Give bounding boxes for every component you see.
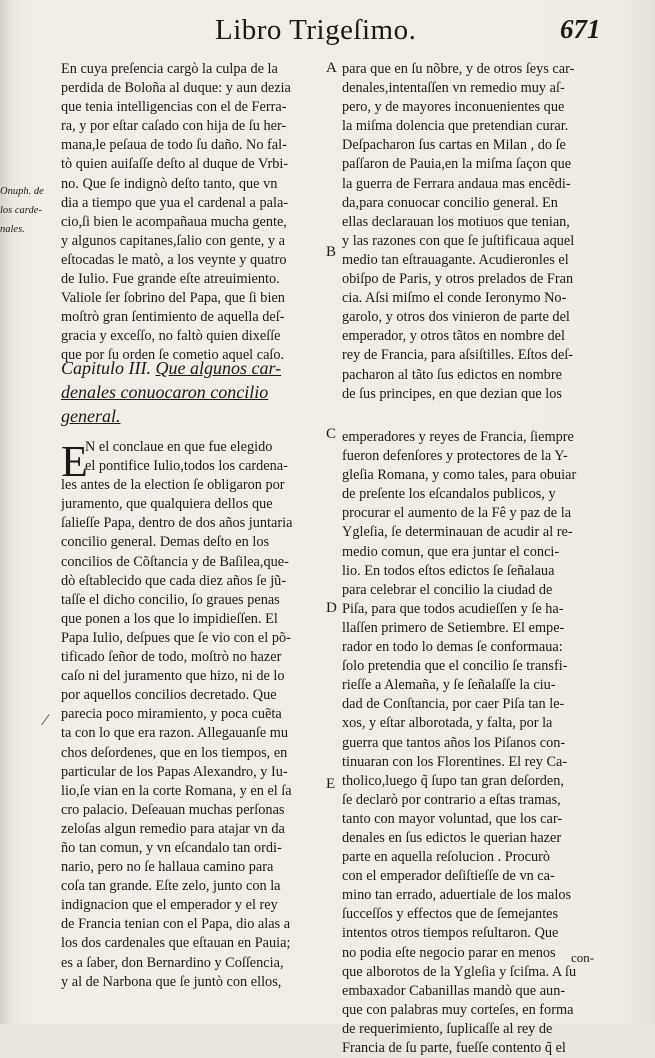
text-line: Valiole ſer ſobrino del Papa, que ſi bien [61, 290, 285, 307]
text-line: mana,le peſaua de todo ſu daño. No fal- [61, 137, 287, 154]
text-line: cio,ſi bien le acompañaua mucha gente, [61, 213, 287, 230]
right-column-bottom [342, 428, 604, 1058]
chapter-number: Capitulo III. [61, 358, 151, 378]
text-line: guerra que tantos años los Piſanos con- [342, 734, 566, 751]
text-line: emperadores y reyes de Francia, ſiempre [342, 429, 574, 445]
text-line: moſtrò gran ſentimiento de aquella deſ- [61, 309, 285, 326]
text-line: eſtocadas le matò, a los veynte y quatro [61, 251, 287, 268]
text-line: y las razones con que ſe juſtificaua aquel [342, 232, 575, 249]
text-line: juramento, que qualquiera dellos que [61, 496, 273, 513]
text-line: taſſe el dicho concilio, ſo graues penas [61, 591, 280, 608]
text-line: intentos otros tiempos reſultaron. Que [342, 925, 559, 942]
text-line: que por ſu orden ſe cometio aquel caſo. [61, 347, 285, 364]
text-line: el pontifice Iulio,todos los cardena- [85, 458, 288, 475]
text-line: concilio general. Demas deſto en los [61, 534, 270, 551]
text-line: rador en todo lo demas ſe conformaua: [342, 639, 563, 656]
text-line: embaxador Cabanillas mandò que aun- [342, 982, 566, 999]
text-line: de preſente los eſcandalos publicos, y [342, 486, 556, 503]
running-head: Libro Trigeſimo. [215, 14, 417, 46]
text-line: xos, y eſtar alborotada, y falta, por la [342, 715, 553, 732]
margin-line: los carde- [0, 205, 42, 216]
text-line: pacharon al tãto ſus edictos en nombre [342, 366, 562, 383]
text-line: tificado ſeñor de todo, moſtrò no hazer [61, 649, 282, 666]
chapter-heading [61, 356, 323, 428]
text-line: que con palabras muy corteſes, en forma [342, 1001, 574, 1018]
text-line: medio tan eſtrauagante. Acudieronles el [342, 251, 569, 268]
drop-capital: E [61, 437, 88, 486]
section-marker-c: C [326, 426, 337, 442]
text-line: chos deſordenes, que en los tiempos, en [61, 744, 288, 761]
text-line: da,para conuocar concilio general. En [342, 194, 558, 211]
section-marker-a: A [326, 60, 337, 76]
text-line: de requerimiento, ſuplicaſſe al rey de [342, 1020, 553, 1037]
chapter-title-line: denales conuocaron concilio [61, 382, 269, 402]
text-line: Papa Iulio, deſpues que ſe vio con el põ- [61, 629, 291, 646]
text-line: concilios de Cõſtancia y de Baſilea,que- [61, 553, 289, 570]
text-line: tanto con mayor voluntad, que los car- [342, 810, 563, 827]
text-line: dò eſtablecido que cada diez años ſe jũ- [61, 572, 287, 589]
text-line: cro palacio. Deſeauan muchas perſonas [61, 801, 285, 818]
text-line: y algunos capitanes,ſalio con gente, y a [61, 232, 285, 249]
text-line: zeloſas algun remedio para atajar vn da [61, 820, 285, 837]
text-line: para que en ſu nõbre, y de otros ſeys car- [342, 61, 575, 77]
text-line: no podia eſte negocio parar en menos [342, 944, 556, 961]
text-line: ſucceſſos y effectos que de ſemejantes [342, 906, 559, 923]
text-line: parte en aquella reſolucion . Procurò [342, 849, 551, 866]
text-line: ſalieſſe Papa, dentro de dos años juntaria [61, 515, 293, 532]
text-line: de ſus principes, en que dezian que los [342, 385, 562, 402]
catchword: con- [571, 950, 595, 965]
text-line: por aquellos concilios decretado. Que [61, 687, 277, 704]
text-line: dia a tiempo que yua el cardenal a pala- [61, 194, 289, 211]
text-line: gracia y exceſſo, no faltò quien dixeſſe [61, 328, 281, 345]
text-line: tholico,luego q̃ ſupo tan gran deſorden, [342, 772, 564, 789]
left-column-bottom [61, 438, 323, 992]
text-line: lio. En todos eſtos edictos ſe ſeñalaua [342, 562, 555, 579]
text-line: que alborotos de la Ygleſia y ſciſma. A ſu [342, 963, 577, 980]
text-line: ſe declarò por contrario a eſtas tramas, [342, 791, 561, 808]
text-line: la guerra de Ferrara andaua mas encẽdi- [342, 175, 571, 192]
text-line: En cuya preſencia cargò la culpa de la [61, 61, 278, 77]
text-line: procurar el aumento de la Fê y paz de la [342, 505, 572, 522]
text-line: es a ſaber, don Bernardino y Coſſencia, [61, 954, 284, 971]
text-line: los dos cardenales que eſtauan en Pauia; [61, 935, 291, 952]
text-line: con el emperador deſiſtieſſe de vn ca- [342, 868, 555, 885]
text-line: denales,intentaſſen vn remedio muy aſ- [342, 80, 565, 97]
chapter-title-line: Que algunos car- [155, 358, 282, 378]
right-column-top [342, 60, 604, 404]
text-line: ellas declarauan los motiuos que tenian, [342, 213, 570, 230]
text-line: que ponen a los que lo impidieſſen. El [61, 610, 278, 627]
left-column-top [61, 60, 323, 366]
text-line: caſo ni del juramento que hizo, ni de lo [61, 668, 285, 685]
text-line: ſolo pretendia que el concilio ſe transfi- [342, 658, 568, 675]
text-line: cia. Aſsi miſmo el conde Ieronymo No- [342, 290, 567, 307]
text-line: la miſma dolencia que pretendian curar. [342, 118, 569, 135]
text-line: N el conclaue en que fue elegido [85, 439, 273, 455]
text-line: emperador, y otros tãtos en nombre del [342, 328, 565, 345]
section-marker-d: D [326, 600, 337, 616]
text-line: paſſaron de Pauia,en la miſma ſaçon que [342, 156, 572, 173]
text-line: fueron defenſores y protectores de la Y- [342, 448, 568, 465]
text-line: rey de Francia, para aſsiſtilles. Eſtos deſ- [342, 347, 574, 364]
text-line: les antes de la election ſe obligaron por [61, 477, 285, 494]
text-line: rieſſe a Alemaña, y ſe ſeñalaſſe la ciu- [342, 677, 556, 694]
marginal-note [0, 182, 58, 239]
text-line: ño tan comun, y vn eſcandalo tan ordi- [61, 839, 282, 856]
text-line: llaſſen primero de Setiembre. El empe- [342, 619, 565, 636]
section-marker-b: B [326, 244, 337, 260]
text-line: ra, y por eſtar caſado con hija de ſu her- [61, 118, 287, 135]
section-marker-e: E [326, 776, 336, 792]
text-line: mino tan errado, aduertiale de los malos [342, 887, 572, 904]
margin-line: nales. [0, 224, 25, 235]
text-line: coſa tan grande. Eſte zelo, junto con la [61, 878, 281, 895]
text-line: ta con lo que era razon. Allegauanſe mu [61, 725, 289, 742]
text-line: medio comun, que era juntar el conci- [342, 543, 560, 560]
text-line: denales en ſus edictos le querian hazer [342, 829, 562, 846]
text-line: no. Que ſe indignò deſto tanto, que vn [61, 175, 278, 192]
text-line: particular de los Papas Alexandro, y Iu- [61, 763, 288, 780]
text-line: indignacion que el emperador y el rey [61, 897, 278, 914]
text-line: pero, y de mayores inconuenientes que [342, 99, 565, 116]
annotation-mark: ∕ [44, 712, 47, 729]
text-line: garolo, y otros dos vinieron de parte del [342, 309, 570, 326]
text-line: gleſia Romana, y como tales, para obuiar [342, 467, 577, 484]
text-line: parecia poco miramiento, y poca cuẽta [61, 706, 282, 723]
text-line: perdida de Boloña al duque: y aun dezia [61, 80, 291, 97]
page-number: 671 [560, 14, 601, 44]
margin-line: Onuph. de [0, 186, 44, 197]
text-line: tò quien auiſaſſe deſto al duque de Vrbi- [61, 156, 289, 173]
chapter-title-line: general. [61, 406, 121, 426]
text-line: Ygleſia, ſe determinauan de acudir al re- [342, 524, 573, 541]
text-line: lio,ſe vian en la corte Romana, y en el ſa [61, 782, 292, 799]
text-line: tinuaran con los Florentines. El rey Ca- [342, 753, 568, 770]
text-line: Francia de ſu parte, fueſſe contento q̃ el [342, 1040, 566, 1056]
text-line: y al de Narbona que ſe juntò con ellos, [61, 973, 282, 990]
text-line: de Francia tenian con el Papa, dio alas a [61, 916, 291, 933]
text-line: nario, pero no ſe hallaua camino para [61, 859, 274, 876]
text-line: que tenia intelligencias con el de Ferra- [61, 99, 287, 116]
text-line: Piſa, para que todos acudieſſen y ſe ha- [342, 600, 564, 617]
text-line: para celebrar el concilio la ciudad de [342, 581, 553, 598]
text-line: obiſpo de Paris, y otros prelados de Fran [342, 271, 574, 288]
text-line: de Iulio. Fue grande eſte atreuimiento. [61, 271, 280, 288]
text-line: dad de Conſtancia, por caer Piſa tan le- [342, 696, 565, 713]
text-line: Deſpacharon ſus cartas en Milan , do ſe [342, 137, 566, 154]
